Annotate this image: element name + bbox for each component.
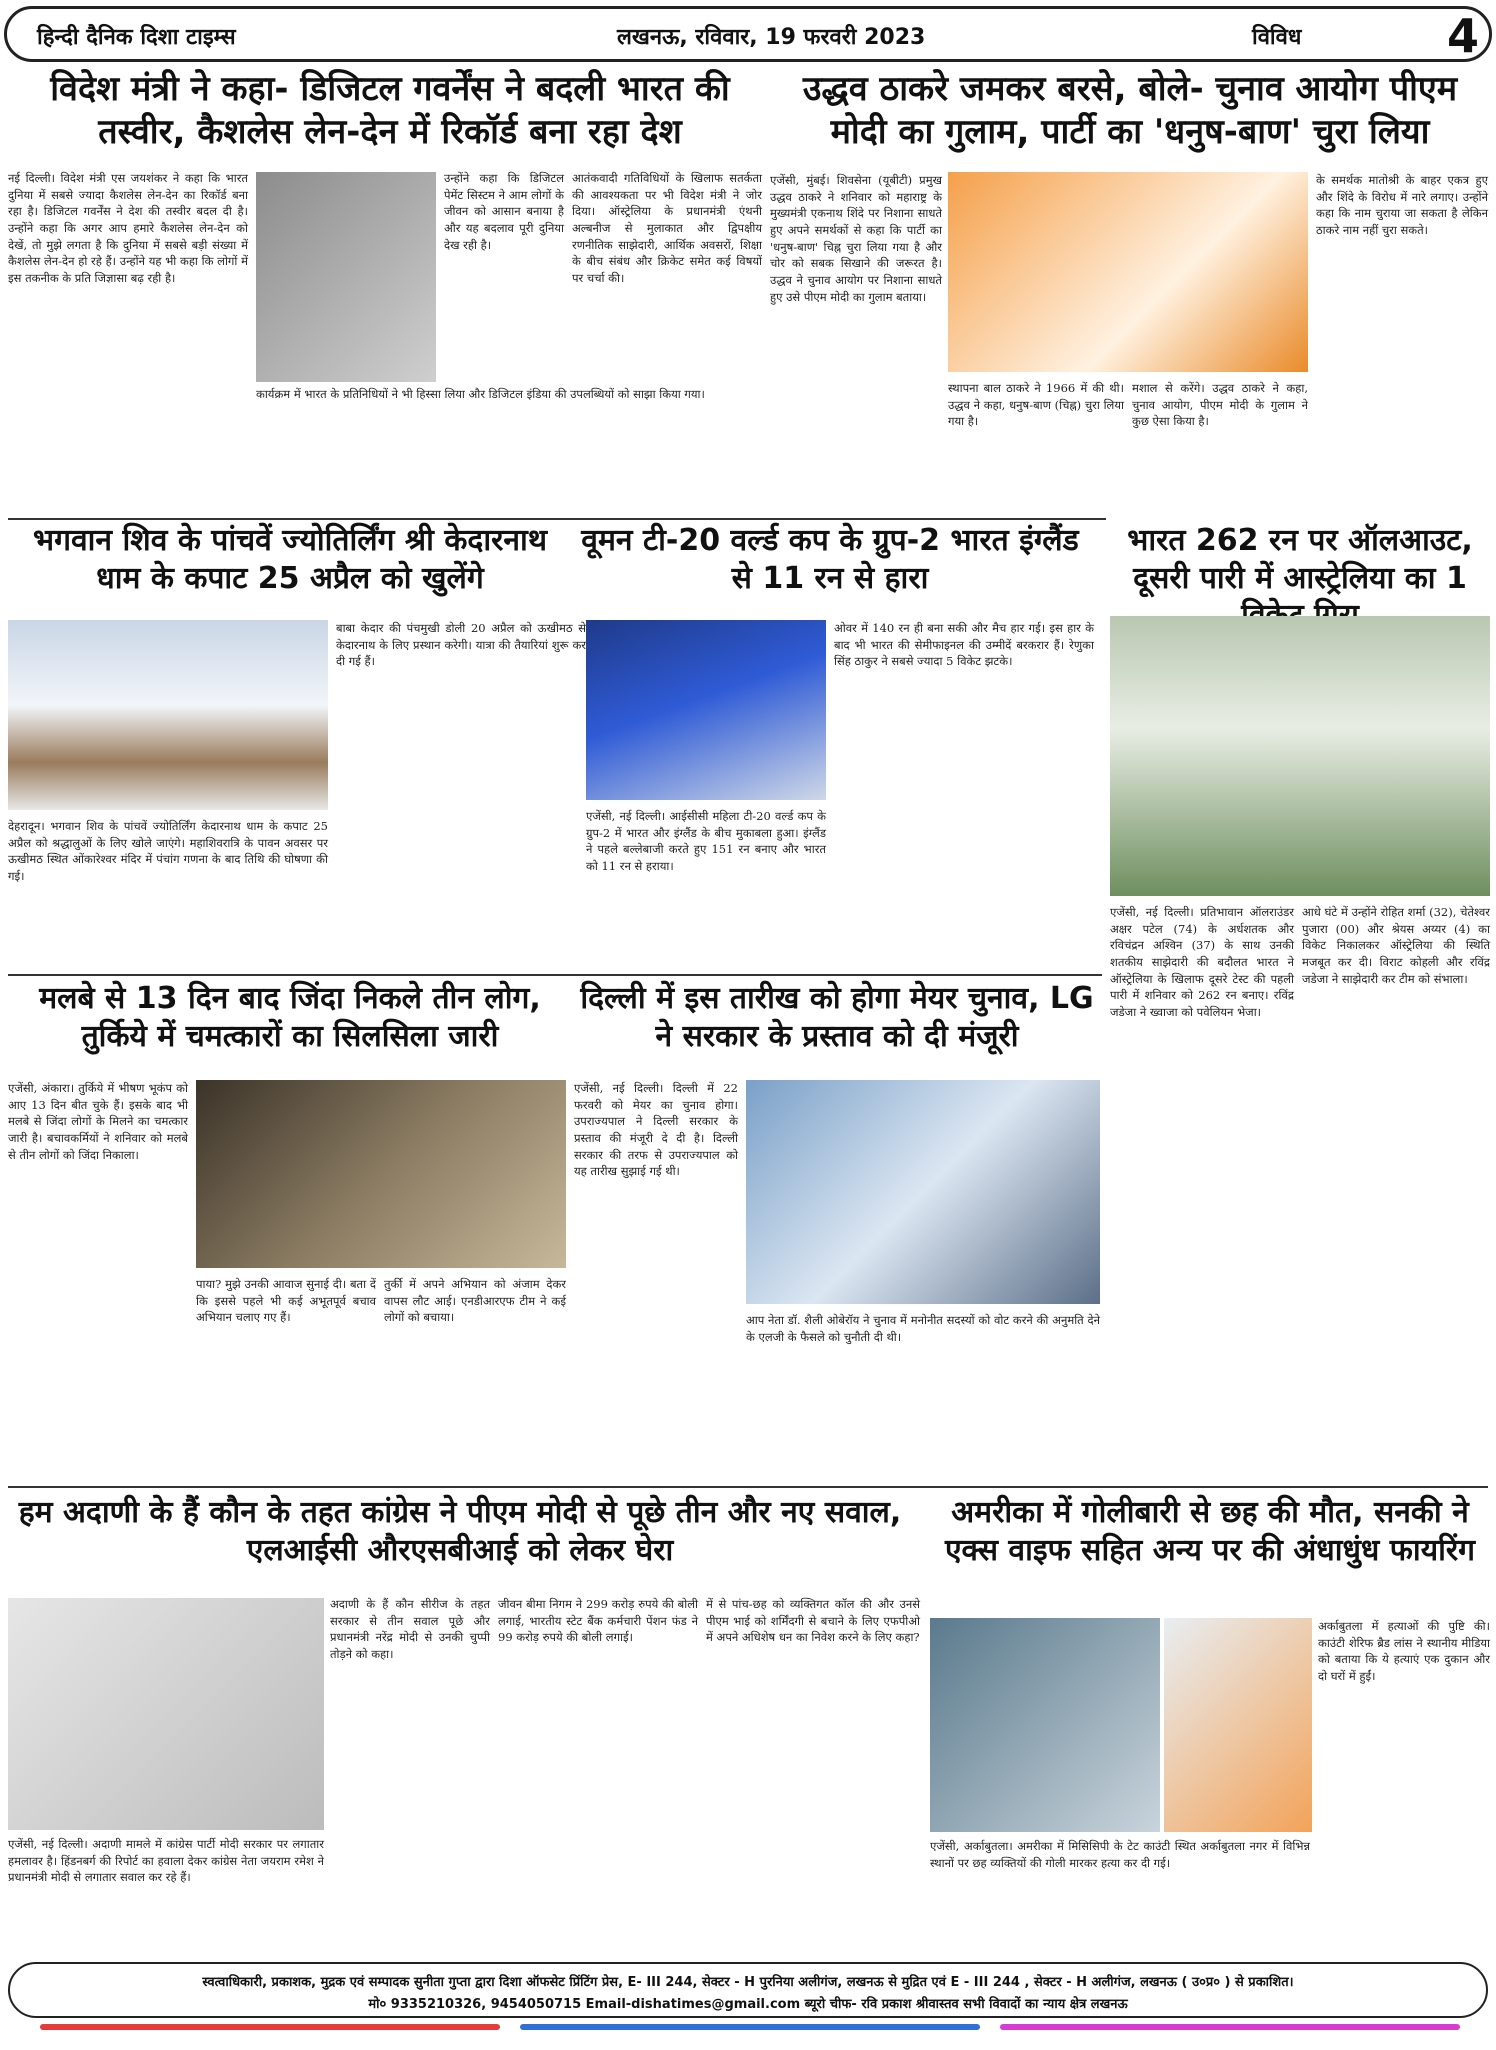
article-adani-col3: जीवन बीमा निगम ने 299 करोड़ रुपये की बोली लगाई, भारतीय स्टेट बैंक कर्मचारी पेंशन फंड ने 99 करोड़ रुपये की बोली लगाई। <box>498 1597 698 1645</box>
photo-jaishankar <box>256 172 436 382</box>
headline-kedarnath: भगवान शिव के पांचवें ज्योतिर्लिंग श्री केदारनाथ धाम के कपाट 25 अप्रैल को खुलेंगे <box>33 523 547 596</box>
divider-row3 <box>8 1486 1488 1488</box>
article-womens-t20-col2: ओवर में 140 रन ही बना सकी और मैच हार गई। इस हार के बाद भी भारत की सेमीफाइनल की उम्मीदें बरकरार हैं। रेणुका सिंह ठाकुर ने सबसे ज्यादा 5 विकेट झटके। <box>834 621 1094 669</box>
article-adani-col1: एजेंसी, नई दिल्ली। अदाणी मामले में कांग्रेस पार्टी मोदी सरकार पर लगातार हमलावर है। हिंडनबर्ग की रिपोर्ट का हवाला देकर कांग्रेस नेता जयराम रमेश ने प्रधानमंत्री मोदी से लगातार सवाल कर रहे हैं। <box>8 1837 324 1885</box>
photo-usa-police <box>930 1618 1160 1832</box>
footer-imprint <box>8 1962 1488 2018</box>
photo-usa-suspect <box>1164 1618 1312 1832</box>
article-uddhav-col3: के समर्थक मातोश्री के बाहर एकत्र हुए और शिंदे के विरोध में नारे लगाए। उन्होंने कहा कि नाम चुराया जा सकता है लेकिन ठाकरे नाम नहीं चुरा सकते। <box>1316 173 1488 238</box>
photo-jairam-ramesh <box>8 1598 324 1830</box>
article-kedarnath-col1: देहरादून। भगवान शिव के पांचवें ज्योतिर्लिंग केदारनाथ धाम के कपाट 25 अप्रैल को श्रद्धालुओं के लिए खोले जाएंगे। महाशिवरात्रि के पावन अवसर पर ऊखीमठ स्थित ओंकारेश्वर मंदिर में पंचांग गणना के बाद तिथि की घोषणा की गई। <box>8 819 328 884</box>
divider-row1 <box>8 518 1106 520</box>
footer-line-1: स्वत्वाधिकारी, प्रकाशक, मुद्रक एवं सम्पादक सुनीता गुप्ता द्वारा दिशा ऑफसेट प्रिंटिंग प्रेस, E- III 244, सेक्टर - H पुरनिया अलीगंज, लखनऊ से मुद्रित एवं E - III 244 , सेक्टर - H अलीगंज, लखनऊ ( उ०प्र० ) से प्रकाशित। <box>202 1975 1294 1990</box>
date-line: लखनऊ, रविवार, 19 फरवरी 2023 <box>617 25 926 50</box>
article-jaishankar-col1: नई दिल्ली। विदेश मंत्री एस जयशंकर ने कहा कि भारत दुनिया में सबसे ज्यादा कैशलेस लेन-देन का रिकॉर्ड बना रहा है। डिजिटल गवर्नेंस ने देश की तस्वीर बदल दी है। उन्होंने कहा कि अगर आप हमारे कैशलेस लेन-देन को देखें, तो मुझे लगता है कि दुनिया में सबसे बड़ी संख्या में कैशलेस लेन-देन हो रहे हैं। उन्होंने यह भी कहा कि लोगों में इस तकनीक के प्रति जिज्ञासा बढ़ रही है। <box>8 171 248 286</box>
article-usa-col1: एजेंसी, अर्काबुतला। अमरीका में मिसिसिपी के टेट काउंटी स्थित अर्काबुतला नगर में विभिन्न स्थानों पर छह व्यक्तियों की गोली मारकर हत्या कर दी गई। <box>930 1839 1310 1870</box>
photo-womens-t20 <box>586 620 826 800</box>
uddhav-caption-2: मशाल से करेंगे। उद्धव ठाकरे ने कहा, चुनाव आयोग, पीएम मोदी के गुलाम ने कुछ ऐसा किया है। <box>1132 381 1308 429</box>
headline-uddhav: उद्धव ठाकरे जमकर बरसे, बोले- चुनाव आयोग पीएम मोदी का गुलाम, पार्टी का 'धनुष-बाण' चुरा लिया <box>802 69 1458 152</box>
article-delhi-mayor-col1: एजेंसी, नई दिल्ली। दिल्ली में 22 फरवरी को मेयर का चुनाव होगा। उपराज्यपाल ने दिल्ली सरकार के प्रस्ताव की मंजूरी दे दी है। दिल्ली सरकार की तरफ से उपराज्यपाल को यह तारीख सुझाई गई थी। <box>574 1081 738 1179</box>
article-jaishankar-col4: कार्यक्रम में भारत के प्रतिनिधियों ने भी हिस्सा लिया और डिजिटल इंडिया की उपलब्धियों को साझा किया गया। <box>256 387 705 401</box>
article-turkey-col2: पाया? मुझे उनकी आवाज सुनाई दी। बता दें कि इससे पहले भी कई अभूतपूर्व बचाव अभियान चलाए गए हैं। <box>196 1277 376 1325</box>
headline-usa-shooting: अमरीका में गोलीबारी से छह की मौत, सनकी ने एक्स वाइफ सहित अन्य पर की अंधाधुंध फायरिंग <box>944 1495 1476 1568</box>
divider-row2 <box>8 974 1102 976</box>
headline-delhi-mayor: दिल्ली में इस तारीख को होगा मेयर चुनाव, LG ने सरकार के प्रस्ताव को दी मंजूरी <box>580 981 1094 1054</box>
headline-adani: हम अदाणी के हैं कौन के तहत कांग्रेस ने पीएम मोदी से पूछे तीन और नए सवाल, एलआईसी औरएसबीआई को लेकर घेरा <box>18 1495 902 1568</box>
article-womens-t20-col1: एजेंसी, नई दिल्ली। आईसीसी महिला टी-20 वर्ल्ड कप के ग्रुप-2 में भारत और इंग्लैंड के बीच मुकाबला हुआ। इंग्लैंड ने पहले बल्लेबाजी करते हुए 151 रन बनाए और भारत को 11 रन से हराया। <box>586 809 826 874</box>
section-label: विविध <box>1252 25 1302 50</box>
article-test-match-col2: आधे घंटे में उन्होंने रोहित शर्मा (32), चेतेश्वर पुजारा (00) और श्रेयस अय्यर (4) का विकेट निकालकर ऑस्ट्रेलिया की स्थिति मजबूत कर दी। विराट कोहली और रविंद्र जडेजा ने साझेदारी कर टीम को संभाला। <box>1302 905 1490 986</box>
article-usa-col2: अर्काबुतला में हत्याओं की पुष्टि की। काउंटी शेरिफ ब्रैड लांस ने स्थानीय मीडिया को बताया कि ये हत्याएं एक दुकान और दो घरों में हुईं। <box>1318 1619 1490 1684</box>
photo-turkey <box>196 1080 566 1268</box>
article-uddhav-col1: एजेंसी, मुंबई। शिवसेना (यूबीटी) प्रमुख उद्धव ठाकरे ने शनिवार को महाराष्ट्र के मुख्यमंत्री एकनाथ शिंदे पर निशाना साधते हुए अपने समर्थकों से कहा कि पार्टी का 'धनुष-बाण' चिह्न चुरा लिया गया है और चोर को सबक सिखाने की जरूरत है। उद्धव ने चुनाव आयोग पर निशाना साधते हुए उसे पीएम मोदी का गुलाम बताया। <box>770 173 942 304</box>
article-turkey-col1: एजेंसी, अंकारा। तुर्किये में भीषण भूकंप को आए 13 दिन बीत चुके हैं। इसके बाद भी मलबे से जिंदा लोगों के मिलने का चमत्कार जारी है। बचावकर्मियों ने शनिवार को मलबे से तीन लोगों को जिंदा निकाला। <box>8 1081 188 1162</box>
article-jaishankar-col3: आतंकवादी गतिविधियों के खिलाफ सतर्कता की आवश्यकता पर भी विदेश मंत्री ने जोर दिया। ऑस्ट्रेलिया के प्रधानमंत्री एंथनी अल्बनीज से मुलाकात और द्विपक्षीय रणनीतिक साझेदारी, आर्थिक अवसरों, शिक्षा के बीच संबंध और क्रिकेट समेत कई विषयों पर चर्चा की। <box>572 171 762 286</box>
page-number: 4 <box>1446 9 1479 63</box>
article-adani-col4: में से पांच-छह को व्यक्तिगत कॉल की और उनसे पीएम भाई को शर्मिंदगी से बचाने के लिए एफपीओ में अपने अधिशेष धन का निवेश करने के लिए कहा? <box>706 1597 920 1645</box>
footer-color-bars <box>40 2024 1460 2032</box>
headline-turkey: मलबे से 13 दिन बाद जिंदा निकले तीन लोग, तुर्किये में चमत्कारों का सिलसिला जारी <box>39 981 541 1054</box>
photo-uddhav <box>948 172 1308 372</box>
photo-delhi-mayor <box>746 1080 1100 1304</box>
headline-test-match: भारत 262 रन पर ऑलआउट, दूसरी पारी में आस्ट्रेलिया का 1 <box>1127 523 1473 596</box>
footer-line-2: मो० 9335210326, 9454050715 Email-dishatimes@gmail.com ब्यूरो चीफ- रवि प्रकाश श्रीवास्तव सभी विवादों का न्याय क्षेत्र लखनऊ <box>368 1997 1128 2012</box>
article-delhi-mayor-col2: आप नेता डॉ. शैली ओबेरॉय ने चुनाव में मनोनीत सदस्यों को वोट करने की अनुमति देने के एलजी के फैसले को चुनौती दी थी। <box>746 1313 1100 1344</box>
paper-name: हिन्दी दैनिक दिशा टाइम्स <box>37 25 236 50</box>
uddhav-caption-1: स्थापना बाल ठाकरे ने 1966 में की थी। उद्धव ने कहा, धनुष-बाण (चिह्न) चुरा लिया गया है। <box>948 381 1124 429</box>
headline-jaishankar: विदेश मंत्री ने कहा- डिजिटल गवर्नेंस ने बदली भारत की तस्वीर, कैशलेस लेन-देन में रिकॉर्ड बना रहा देश <box>50 69 730 152</box>
article-adani-col2: अदाणी के हैं कौन सीरीज के तहत सरकार से तीन सवाल पूछे और प्रधानमंत्री नरेंद्र मोदी से उनकी चुप्पी तोड़ने को कहा। <box>330 1597 490 1662</box>
masthead <box>4 6 1492 62</box>
article-kedarnath-col2: बाबा केदार की पंचमुखी डोली 20 अप्रैल को ऊखीमठ से केदारनाथ के लिए प्रस्थान करेगी। यात्रा की तैयारियां शुरू कर दी गई हैं। <box>336 621 586 669</box>
article-test-match-col1: एजेंसी, नई दिल्ली। प्रतिभावान ऑलराउंडर अक्षर पटेल (74) के अर्धशतक और रविचंद्रन अश्विन (37) के साथ उनकी शतकीय साझेदारी की बदौलत भारत ने ऑस्ट्रेलिया के खिलाफ दूसरे टेस्ट की पहली पारी में शनिवार को 262 रन बनाए। रविंद्र जडेजा ने ख्वाजा को पवेलियन भेजा। <box>1110 905 1294 1020</box>
photo-kedarnath <box>8 620 328 810</box>
headline-womens-t20: वूमन टी-20 वर्ल्ड कप के ग्रुप-2 भारत इंग्लैंड से 11 रन से हारा <box>581 523 1079 596</box>
article-jaishankar-col2: उन्होंने कहा कि डिजिटल पेमेंट सिस्टम ने आम लोगों के जीवन को आसान बनाया है और यह बदलाव पूरी दुनिया देख रही है। <box>444 171 564 252</box>
photo-test-match <box>1110 616 1490 896</box>
article-turkey-col3: तुर्की में अपने अभियान को अंजाम देकर वापस लौट आई। एनडीआरएफ टीम ने कई लोगों को बचाया। <box>384 1277 566 1325</box>
